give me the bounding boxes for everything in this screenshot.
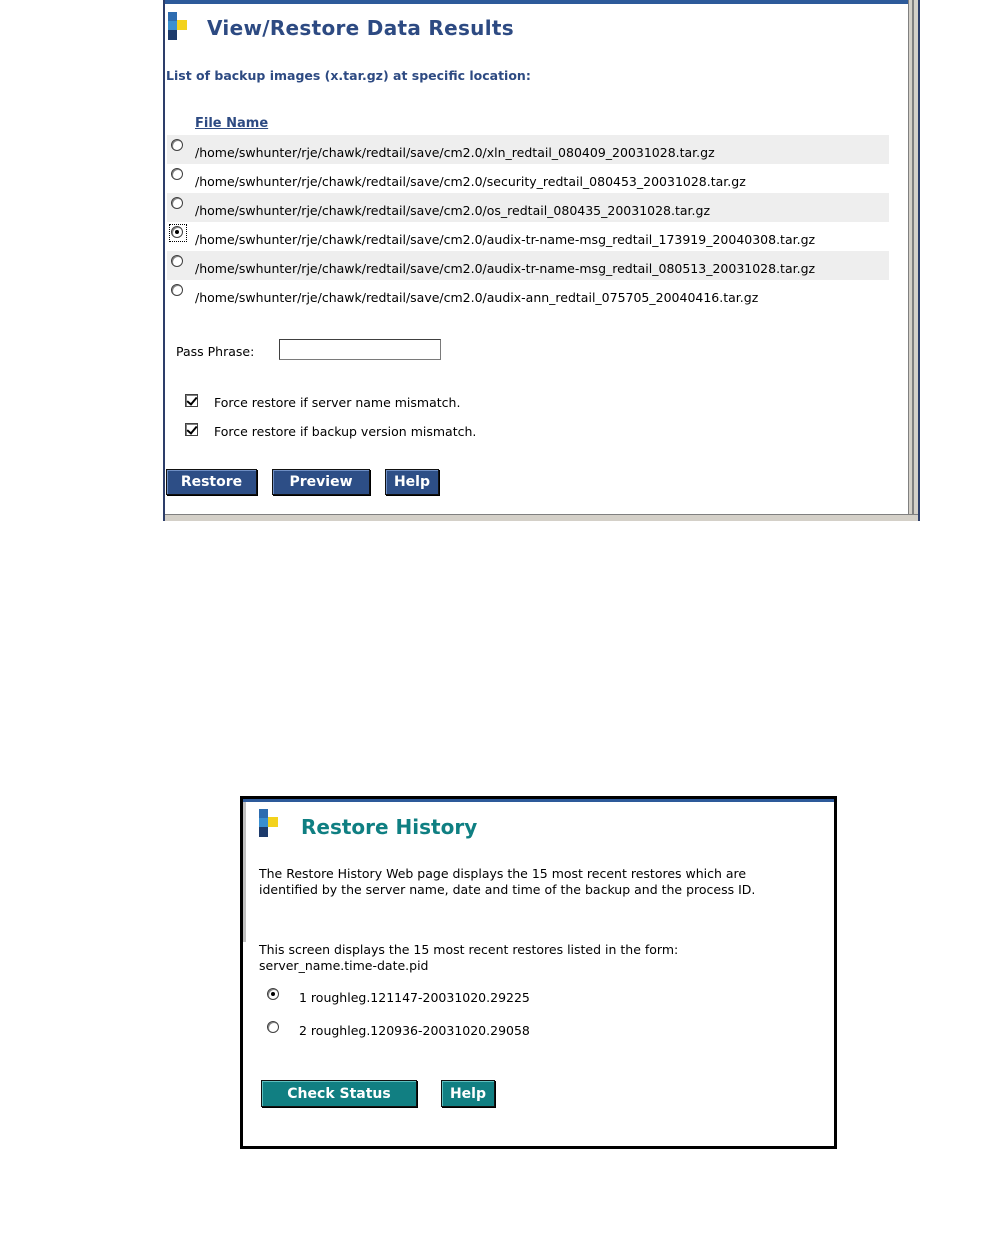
help-button[interactable]: Help (441, 1080, 495, 1107)
page-title: View/Restore Data Results (207, 16, 514, 40)
form-format-line: server_name.time-date.pid (259, 958, 429, 973)
file-row[interactable] (167, 251, 889, 280)
pass-phrase-label: Pass Phrase: (176, 344, 255, 359)
section-subtitle: List of backup images (x.tar.gz) at specific location: (166, 68, 531, 83)
left-edge-bar (243, 802, 246, 942)
file-row[interactable] (167, 164, 889, 193)
history-radio[interactable] (267, 1021, 283, 1037)
force-server-name-label: Force restore if server name mismatch. (214, 395, 461, 410)
form-note (259, 942, 799, 974)
window-top-bar (165, 0, 918, 4)
vertical-scrollbar[interactable] (908, 0, 918, 521)
restore-button[interactable]: Restore (166, 469, 257, 495)
file-name: /home/swhunter/rje/chawk/redtail/save/cm2.0/audix-tr-name-msg_redtail_173919_20040308.tar.gz (195, 232, 816, 247)
file-name-column-header[interactable]: File Name (195, 116, 269, 131)
file-radio[interactable] (171, 255, 187, 271)
file-radio[interactable] (171, 168, 187, 184)
history-entry-label: 2 roughleg.120936-20031020.29058 (299, 1023, 530, 1038)
app-logo-icon (168, 12, 190, 42)
file-name: /home/swhunter/rje/chawk/redtail/save/cm2.0/xln_redtail_080409_20031028.tar.gz (195, 145, 715, 160)
check-status-button[interactable]: Check Status (261, 1080, 417, 1107)
window-top-bar (243, 799, 834, 802)
status-bar (165, 514, 918, 521)
history-entry[interactable] (267, 988, 587, 1008)
file-row[interactable] (167, 135, 889, 164)
history-entry[interactable] (267, 1021, 587, 1041)
form-note-line: This screen displays the 15 most recent restores listed in the form: (259, 942, 679, 957)
page-title: Restore History (301, 815, 478, 839)
file-name: /home/swhunter/rje/chawk/redtail/save/cm2.0/os_redtail_080435_20031028.tar.gz (195, 203, 711, 218)
file-radio[interactable] (171, 197, 187, 213)
backup-file-list (167, 135, 889, 309)
file-radio[interactable] (171, 139, 187, 155)
file-name: /home/swhunter/rje/chawk/redtail/save/cm2.0/audix-tr-name-msg_redtail_080513_20031028.tar.gz (195, 261, 816, 276)
help-button[interactable]: Help (385, 469, 439, 495)
file-row[interactable] (167, 222, 889, 251)
file-row[interactable] (167, 280, 889, 309)
history-entry-label: 1 roughleg.121147-20031020.29225 (299, 990, 530, 1005)
preview-button[interactable]: Preview (272, 469, 370, 495)
force-server-name-checkbox[interactable] (185, 394, 198, 407)
restore-history-panel (240, 796, 837, 1149)
app-logo-icon (259, 809, 281, 839)
force-backup-version-checkbox[interactable] (185, 423, 198, 436)
file-name: /home/swhunter/rje/chawk/redtail/save/cm2.0/audix-ann_redtail_075705_20040416.tar.gz (195, 290, 759, 305)
file-radio-selected[interactable] (171, 226, 187, 242)
description-text: The Restore History Web page displays the 15 most recent restores which are identified by the server name, date and time of the backup and the process ID. (259, 866, 756, 897)
file-row[interactable] (167, 193, 889, 222)
pass-phrase-input[interactable] (279, 339, 441, 360)
force-backup-version-label: Force restore if backup version mismatch. (214, 424, 477, 439)
history-radio-selected[interactable] (267, 988, 283, 1004)
file-radio[interactable] (171, 284, 187, 300)
file-name: /home/swhunter/rje/chawk/redtail/save/cm2.0/security_redtail_080453_20031028.tar.gz (195, 174, 746, 189)
view-restore-panel (163, 0, 920, 521)
